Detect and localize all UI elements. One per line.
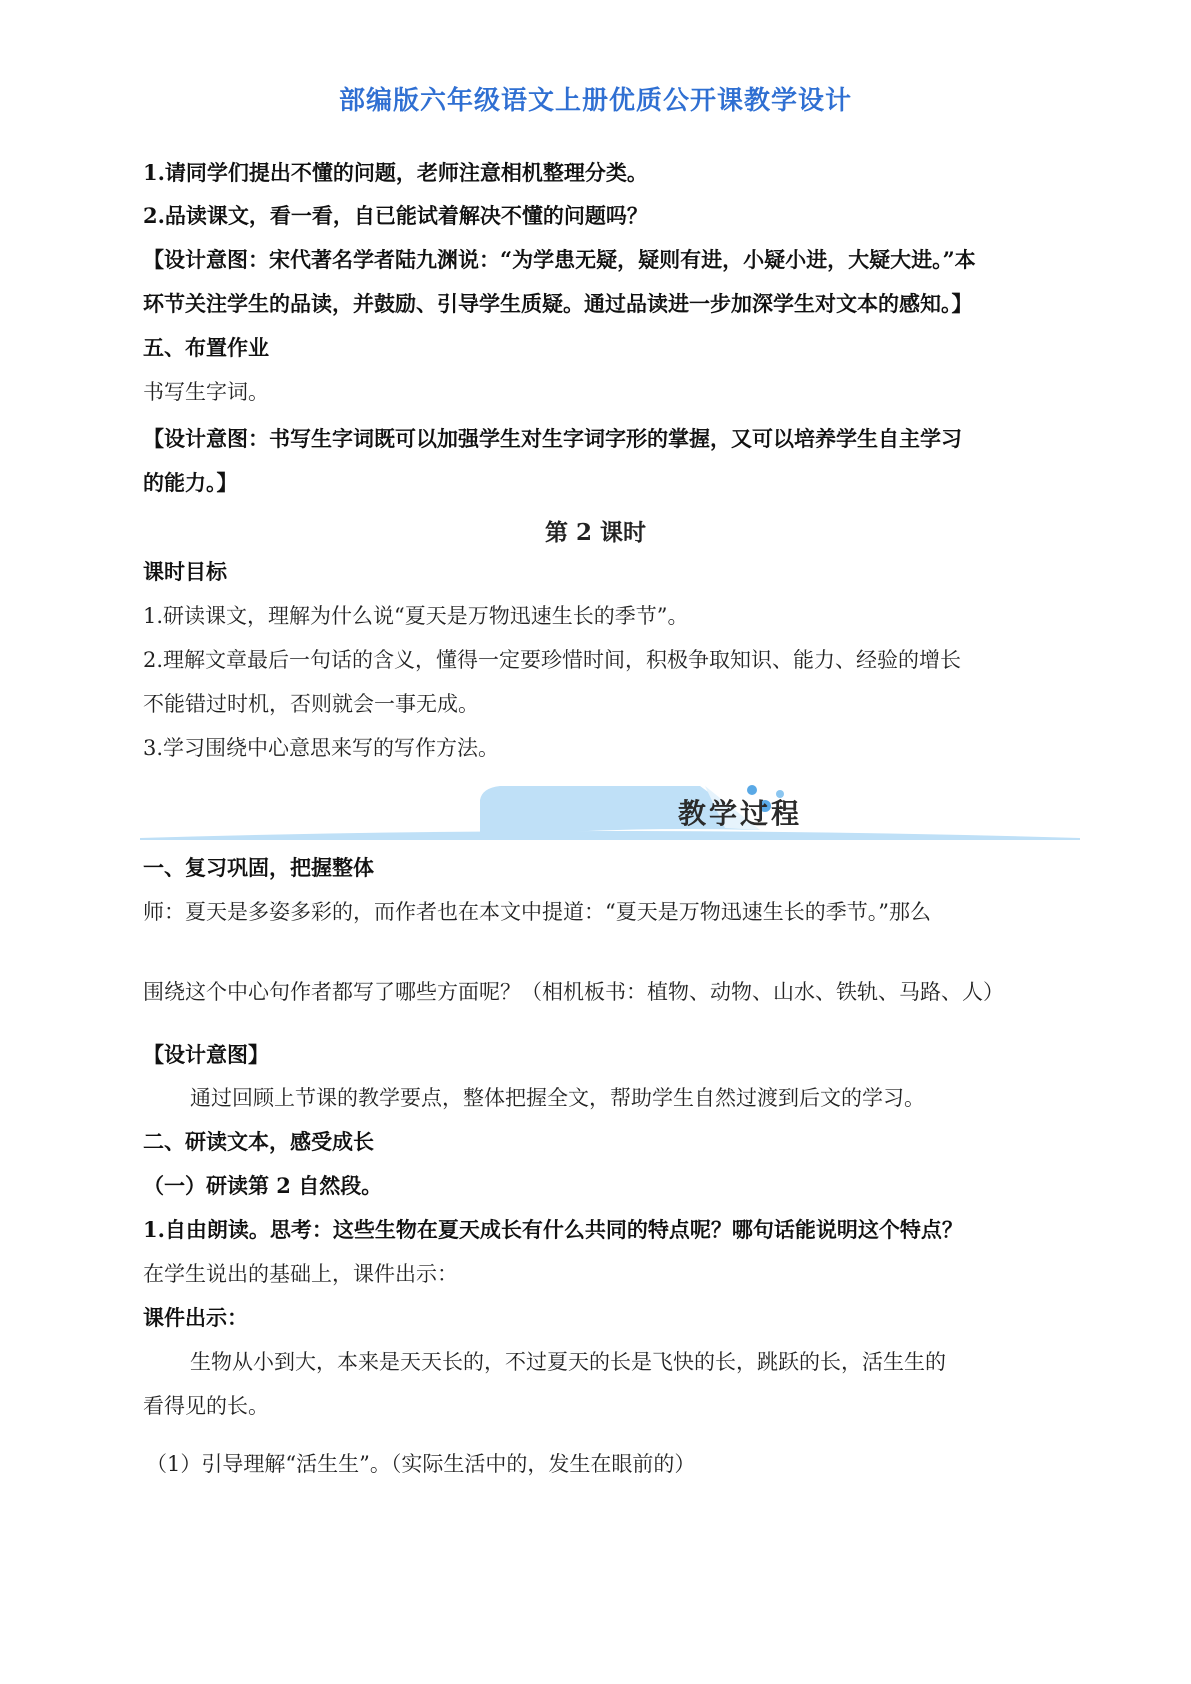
courseware-intro: 在学生说出的基础上，课件出示： [143,1262,458,1286]
guide-item-1-answer: （实际生活中的，发生在眼前的） [390,1452,696,1476]
courseware-text-line-1: 生物从小到大，本来是天天长的，不过夏天的长是飞快的长，跳跃的长，活生生的 [190,1350,946,1374]
courseware-text-line-2: 看得见的长。 [143,1394,269,1418]
teacher-question: 围绕这个中心句作者都写了哪些方面呢？ [143,980,521,1004]
section-heading-homework: 五、布置作业 [143,335,269,360]
task-free-reading: 1.自由朗读。思考：这些生物在夏天成长有什么共同的特点呢？哪句话能说明这个特点？ [143,1217,963,1242]
page-header-title: 部编版六年级语文上册优质公开课教学设计 [338,86,852,116]
goal-item-2-line-2: 不能错过时机，否则就会一事无成。 [143,692,479,716]
goal-item-2-line-1: 2.理解文章最后一句话的含义，懂得一定要珍惜时间，积极争取知识、能力、经验的增长 [143,648,962,672]
goal-item-3: 3.学习围绕中心意思来写的写作方法。 [143,736,500,760]
goal-item-1: 1.研读课文，理解为什么说“夏天是万物迅速生长的季节”。 [143,604,689,628]
board-notes: （相机板书：植物、动物、山水、铁轨、马路、人） [521,980,1004,1004]
lesson-2-title: 第 2 课时 [544,519,647,546]
section-heading-review: 一、复习巩固，把握整体 [143,855,374,880]
design-intent-text: 通过回顾上节课的教学要点，整体把握全文，帮助学生自然过渡到后文的学习。 [190,1086,925,1110]
courseware-heading: 课件出示： [143,1305,248,1330]
question-item-2: 2.品读课文，看一看，自已能试着解决不懂的问题吗？ [143,203,648,228]
section-heading-study: 二、研读文本，感受成长 [143,1129,374,1154]
guide-item-1 [146,1449,1081,1479]
question-item-1: 1.请同学们提出不懂的问题，老师注意相机整理分类。 [143,160,648,185]
homework-text: 书写生字词。 [143,380,269,404]
lesson-goals-heading: 课时目标 [143,559,227,584]
design-intent-heading: 【设计意图】 [143,1042,269,1067]
design-intent-line-1: 【设计意图：宋代著名学者陆九渊说：“为学患无疑，疑则有进，小疑小进，大疑大进。”本 [143,247,976,272]
teacher-line-2 [143,977,1078,1007]
teacher-line-1: 师：夏天是多姿多彩的，而作者也在本文中提道：“夏天是万物迅速生长的季节。”那么 [143,900,931,924]
guide-item-1-text: （1）引导理解“活生生”。 [146,1452,391,1476]
design-intent-line-2: 环节关注学生的品读，并鼓励、引导学生质疑。通过品读进一步加深学生对文本的感知。】 [143,291,973,316]
subsection-paragraph-2: （一）研读第 2 自然段。 [143,1173,383,1198]
design-intent-line-4: 的能力。】 [143,470,238,495]
teaching-process-banner-text: 教学过程 [678,797,803,830]
design-intent-line-3: 【设计意图：书写生字词既可以加强学生对生字词字形的掌握，又可以培养学生自主学习 [143,426,962,451]
